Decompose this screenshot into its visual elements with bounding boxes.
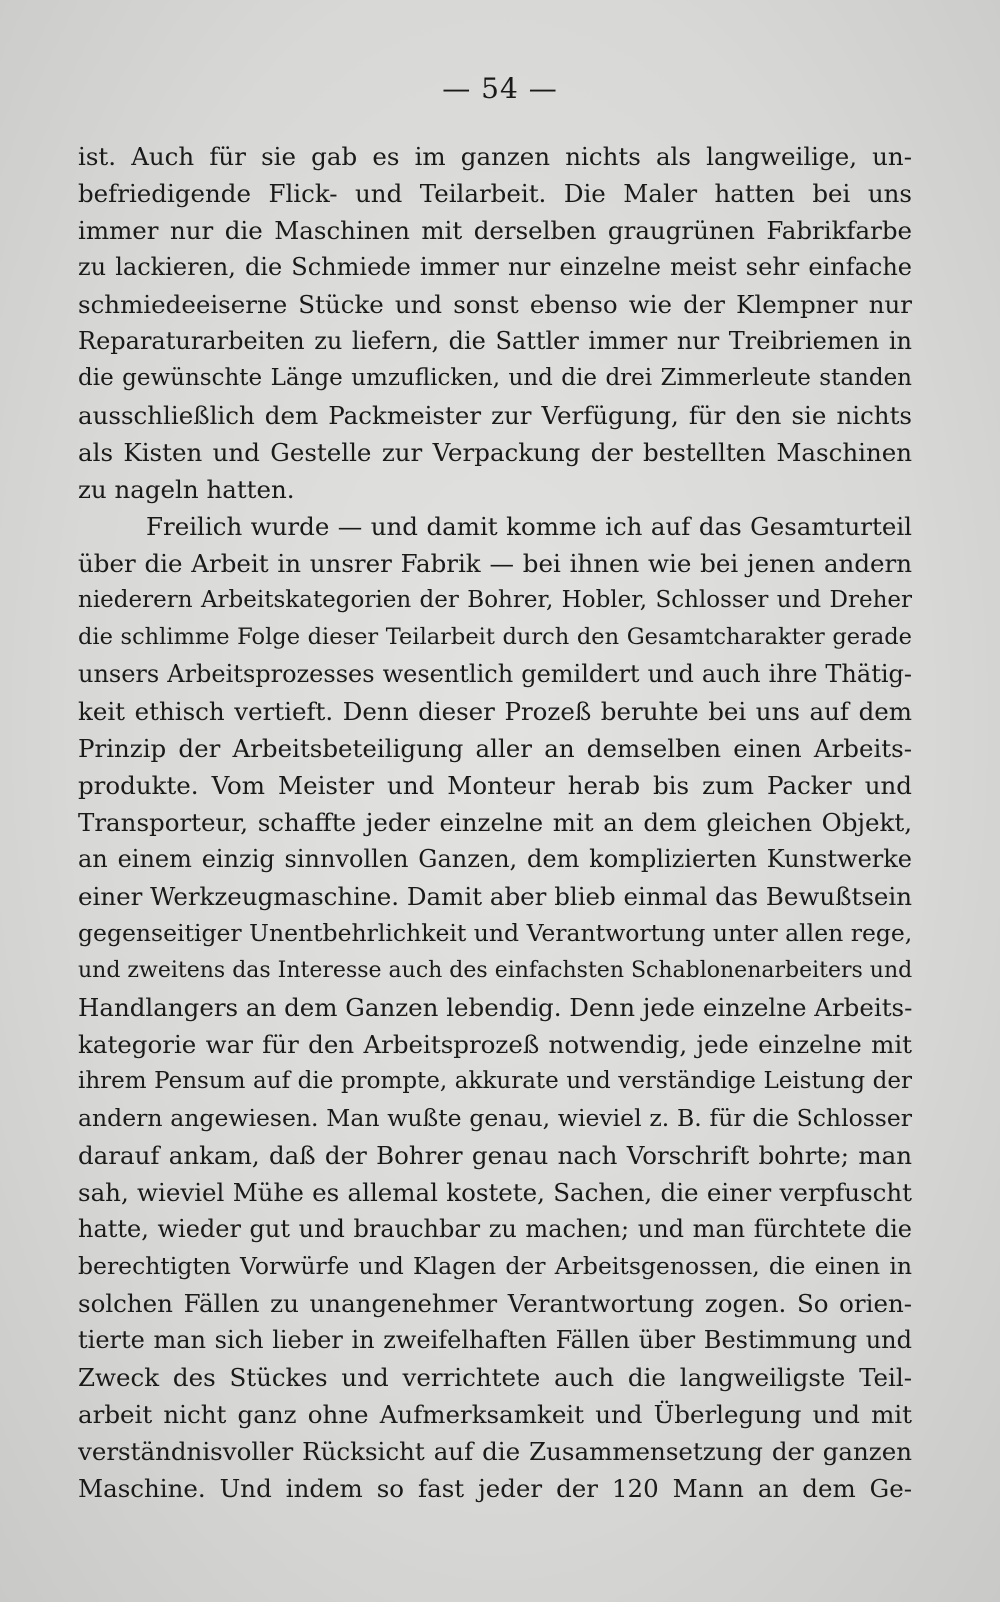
text-line: produkte. Vom Meister und Monteur herab bis zum Packer und bbox=[78, 771, 912, 800]
text-line: keit ethisch vertieft. Denn dieser Prozeß beruhte bei uns auf dem bbox=[78, 697, 912, 726]
text-line: einer Werkzeugmaschine. Damit aber blieb einmal das Bewußtsein bbox=[78, 882, 912, 911]
text-line: und zweitens das Interesse auch des einfachsten Schablonenarbeiters und bbox=[78, 958, 912, 983]
text-line: arbeit nicht ganz ohne Aufmerksamkeit und Überlegung und mit bbox=[78, 1400, 912, 1429]
text-line: gegenseitiger Unentbehrlichkeit und Verantwortung unter allen rege, bbox=[78, 919, 912, 947]
text-line: die schlimme Folge dieser Teilarbeit durch den Gesamtcharakter gerade bbox=[78, 624, 912, 650]
text-line: niederern Arbeitskategorien der Bohrer, Hobler, Schlosser und Dreher bbox=[78, 587, 912, 613]
text-line: kategorie war für den Arbeitsprozeß notwendig, jede einzelne mit bbox=[78, 1030, 912, 1059]
text-line: immer nur die Maschinen mit derselben graugrünen Fabrikfarbe bbox=[78, 216, 912, 245]
text-line: verständnisvoller Rücksicht auf die Zusammensetzung der ganzen bbox=[78, 1437, 912, 1466]
text-line: andern angewiesen. Man wußte genau, wieviel z. B. für die Schlosser bbox=[78, 1104, 912, 1132]
text-line: über die Arbeit in unsrer Fabrik — bei ihnen wie bei jenen andern bbox=[78, 549, 912, 578]
text-line: berechtigten Vorwürfe und Klagen der Arbeitsgenossen, die einen in bbox=[78, 1252, 912, 1280]
text-line: hatte, wieder gut und brauchbar zu machen; und man fürchtete die bbox=[78, 1215, 912, 1243]
text-line: an einem einzig sinnvollen Ganzen, dem komplizierten Kunstwerke bbox=[78, 845, 912, 873]
text-line: zu nageln hatten. bbox=[78, 475, 295, 504]
text-line: sah, wieviel Mühe es allemal kostete, Sachen, die einer verpfuscht bbox=[78, 1178, 912, 1207]
text-line: Prinzip der Arbeitsbeteiligung aller an demselben einen Arbeits- bbox=[78, 734, 912, 763]
text-line: als Kisten und Gestelle zur Verpackung der bestellten Maschinen bbox=[78, 438, 912, 467]
page-number: — 54 — bbox=[442, 72, 558, 105]
text-line: ihrem Pensum auf die prompte, akkurate und verständige Leistung der bbox=[78, 1068, 912, 1094]
text-line: ausschließlich dem Packmeister zur Verfügung, für den sie nichts bbox=[78, 401, 912, 430]
text-line: darauf ankam, daß der Bohrer genau nach Vorschrift bohrte; man bbox=[78, 1141, 912, 1170]
text-line: Reparaturarbeiten zu liefern, die Sattler immer nur Treibriemen in bbox=[78, 327, 912, 355]
text-line: Transporteur, schaffte jeder einzelne mit an dem gleichen Objekt, bbox=[78, 808, 912, 837]
text-line: ist. Auch für sie gab es im ganzen nichts als langweilige, un- bbox=[78, 142, 912, 171]
text-line: tierte man sich lieber in zweifelhaften Fällen über Bestimmung und bbox=[78, 1326, 912, 1354]
text-line: unsers Arbeitsprozesses wesentlich gemildert und auch ihre Thätig- bbox=[78, 660, 912, 688]
text-line: Zweck des Stückes und verrichtete auch die langweiligste Teil- bbox=[78, 1363, 912, 1392]
text-line: zu lackieren, die Schmiede immer nur einzelne meist sehr einfache bbox=[78, 253, 912, 281]
text-line: die gewünschte Länge umzuflicken, und die drei Zimmerleute standen bbox=[78, 365, 912, 391]
text-line: solchen Fällen zu unangenehmer Verantwortung zogen. So orien- bbox=[78, 1289, 912, 1318]
text-line: schmiedeeiserne Stücke und sonst ebenso wie der Klempner nur bbox=[78, 290, 912, 319]
body-text bbox=[78, 138, 912, 1507]
text-line: Maschine. Und indem so fast jeder der 120 Mann an dem Ge- bbox=[78, 1474, 912, 1503]
text-line: Handlangers an dem Ganzen lebendig. Denn jede einzelne Arbeits- bbox=[78, 993, 912, 1022]
text-line: befriedigende Flick- und Teilarbeit. Die Maler hatten bei uns bbox=[78, 179, 912, 208]
paragraph-start-line: Freilich wurde — und damit komme ich auf das Gesamturteil bbox=[146, 512, 912, 541]
